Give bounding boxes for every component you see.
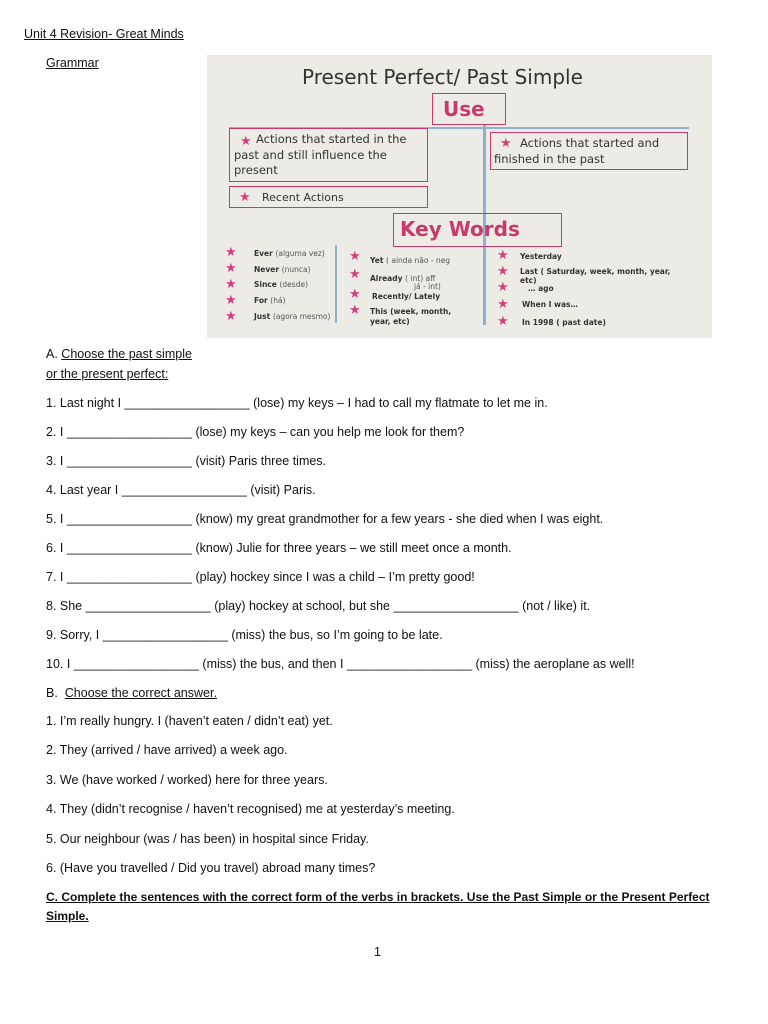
star-icon: ★	[225, 308, 237, 323]
divider-line	[335, 245, 337, 323]
keyword-ago: … ago	[528, 284, 554, 293]
infographic-title: Present Perfect/ Past Simple	[302, 65, 583, 89]
exercise-a-item: 3. I __________________ (visit) Paris three times.	[46, 454, 327, 468]
exercise-a-item: 4. Last year I __________________ (visit) Paris.	[46, 483, 316, 497]
exercise-b-item: 3. We (have worked / worked) here for three years.	[46, 773, 328, 787]
doc-title: Unit 4 Revision- Great Minds	[24, 27, 184, 41]
exercise-b-item: 1. I’m really hungry. I (haven’t eaten / didn’t eat) yet.	[46, 714, 333, 728]
keyword-already: Already ( int) aff	[370, 274, 436, 283]
star-icon: ★	[500, 135, 512, 150]
keyword-since: Since (desde)	[254, 280, 308, 289]
grammar-infographic	[207, 55, 712, 338]
star-icon: ★	[349, 248, 361, 263]
exercise-a-item: 6. I __________________ (know) Julie for three years – we still meet once a month.	[46, 541, 512, 555]
section-b-heading: B. Choose the correct answer.	[46, 686, 217, 700]
exercise-a-item: 8. She __________________ (play) hockey at school, but she __________________ (not / like) it.	[46, 599, 591, 613]
grammar-label: Grammar	[46, 56, 99, 70]
star-icon: ★	[349, 266, 361, 281]
pp-use-1: Actions that started in the past and still influence the present	[234, 132, 407, 177]
star-icon: ★	[239, 189, 251, 204]
pp-use-2: Recent Actions	[262, 191, 344, 204]
star-icon: ★	[349, 286, 361, 301]
keyword-last-cont: etc)	[520, 276, 537, 285]
keyword-last: Last ( Saturday, week, month, year,	[520, 267, 671, 276]
keyword-past-date: In 1998 ( past date)	[522, 318, 606, 327]
exercise-a-item: 1. Last night I __________________ (lose) my keys – I had to call my flatmate to let me in.	[46, 396, 548, 410]
exercise-b-item: 5. Our neighbour (was / has been) in hospital since Friday.	[46, 832, 369, 846]
star-icon: ★	[497, 296, 509, 311]
star-icon: ★	[240, 133, 252, 148]
star-icon: ★	[497, 313, 509, 328]
keyword-when: When I was…	[522, 300, 579, 309]
star-icon: ★	[225, 292, 237, 307]
ps-use: Actions that started and finished in the past	[494, 136, 660, 166]
exercise-b-item: 2. They (arrived / have arrived) a week ago.	[46, 743, 288, 757]
star-icon: ★	[225, 276, 237, 291]
keyword-already-int: já - int)	[414, 282, 441, 291]
section-c-heading-line2: Simple.	[46, 909, 89, 923]
exercise-a-item: 9. Sorry, I __________________ (miss) the bus, so I’m going to be late.	[46, 628, 443, 642]
star-icon: ★	[497, 279, 509, 294]
keyword-for: For (há)	[254, 296, 286, 305]
star-icon: ★	[497, 263, 509, 278]
star-icon: ★	[349, 302, 361, 317]
keyword-yet: Yet ( ainda não - neg	[370, 256, 451, 265]
page-number: 1	[374, 945, 381, 959]
exercise-a-item: 7. I __________________ (play) hockey since I was a child – I’m pretty good!	[46, 570, 475, 584]
keyword-recently: Recently/ Lately	[372, 292, 441, 301]
star-icon: ★	[225, 244, 237, 259]
keyword-never: Never (nunca)	[254, 265, 311, 274]
exercise-b-item: 4. They (didn’t recognise / haven’t recognised) me at yesterday’s meeting.	[46, 802, 455, 816]
exercise-a-item: 2. I __________________ (lose) my keys – can you help me look for them?	[46, 425, 465, 439]
keyword-yesterday: Yesterday	[520, 252, 562, 261]
star-icon: ★	[497, 247, 509, 262]
section-a-heading-line2: or the present perfect:	[46, 367, 169, 381]
use-label: Use	[443, 97, 485, 121]
exercise-a-item: 10. I __________________ (miss) the bus, and then I __________________ (miss) the aeroplane as well!	[46, 657, 635, 671]
keyword-ever: Ever (alguma vez)	[254, 249, 325, 258]
section-c-heading: C. Complete the sentences with the correct form of the verbs in brackets. Use the Past Simple or the Present Perfect	[46, 890, 710, 904]
exercise-a-item: 5. I __________________ (know) my great grandmother for a few years - she died when I was eight.	[46, 512, 604, 526]
keyword-this: This (week, month,	[370, 307, 452, 316]
exercise-b-item: 6. (Have you travelled / Did you travel) abroad many times?	[46, 861, 376, 875]
keywords-label: Key Words	[400, 217, 520, 241]
star-icon: ★	[225, 260, 237, 275]
keyword-this-cont: year, etc)	[370, 317, 410, 326]
keyword-just: Just (agora mesmo)	[254, 312, 331, 321]
section-a-heading: A. Choose the past simple	[46, 347, 192, 361]
